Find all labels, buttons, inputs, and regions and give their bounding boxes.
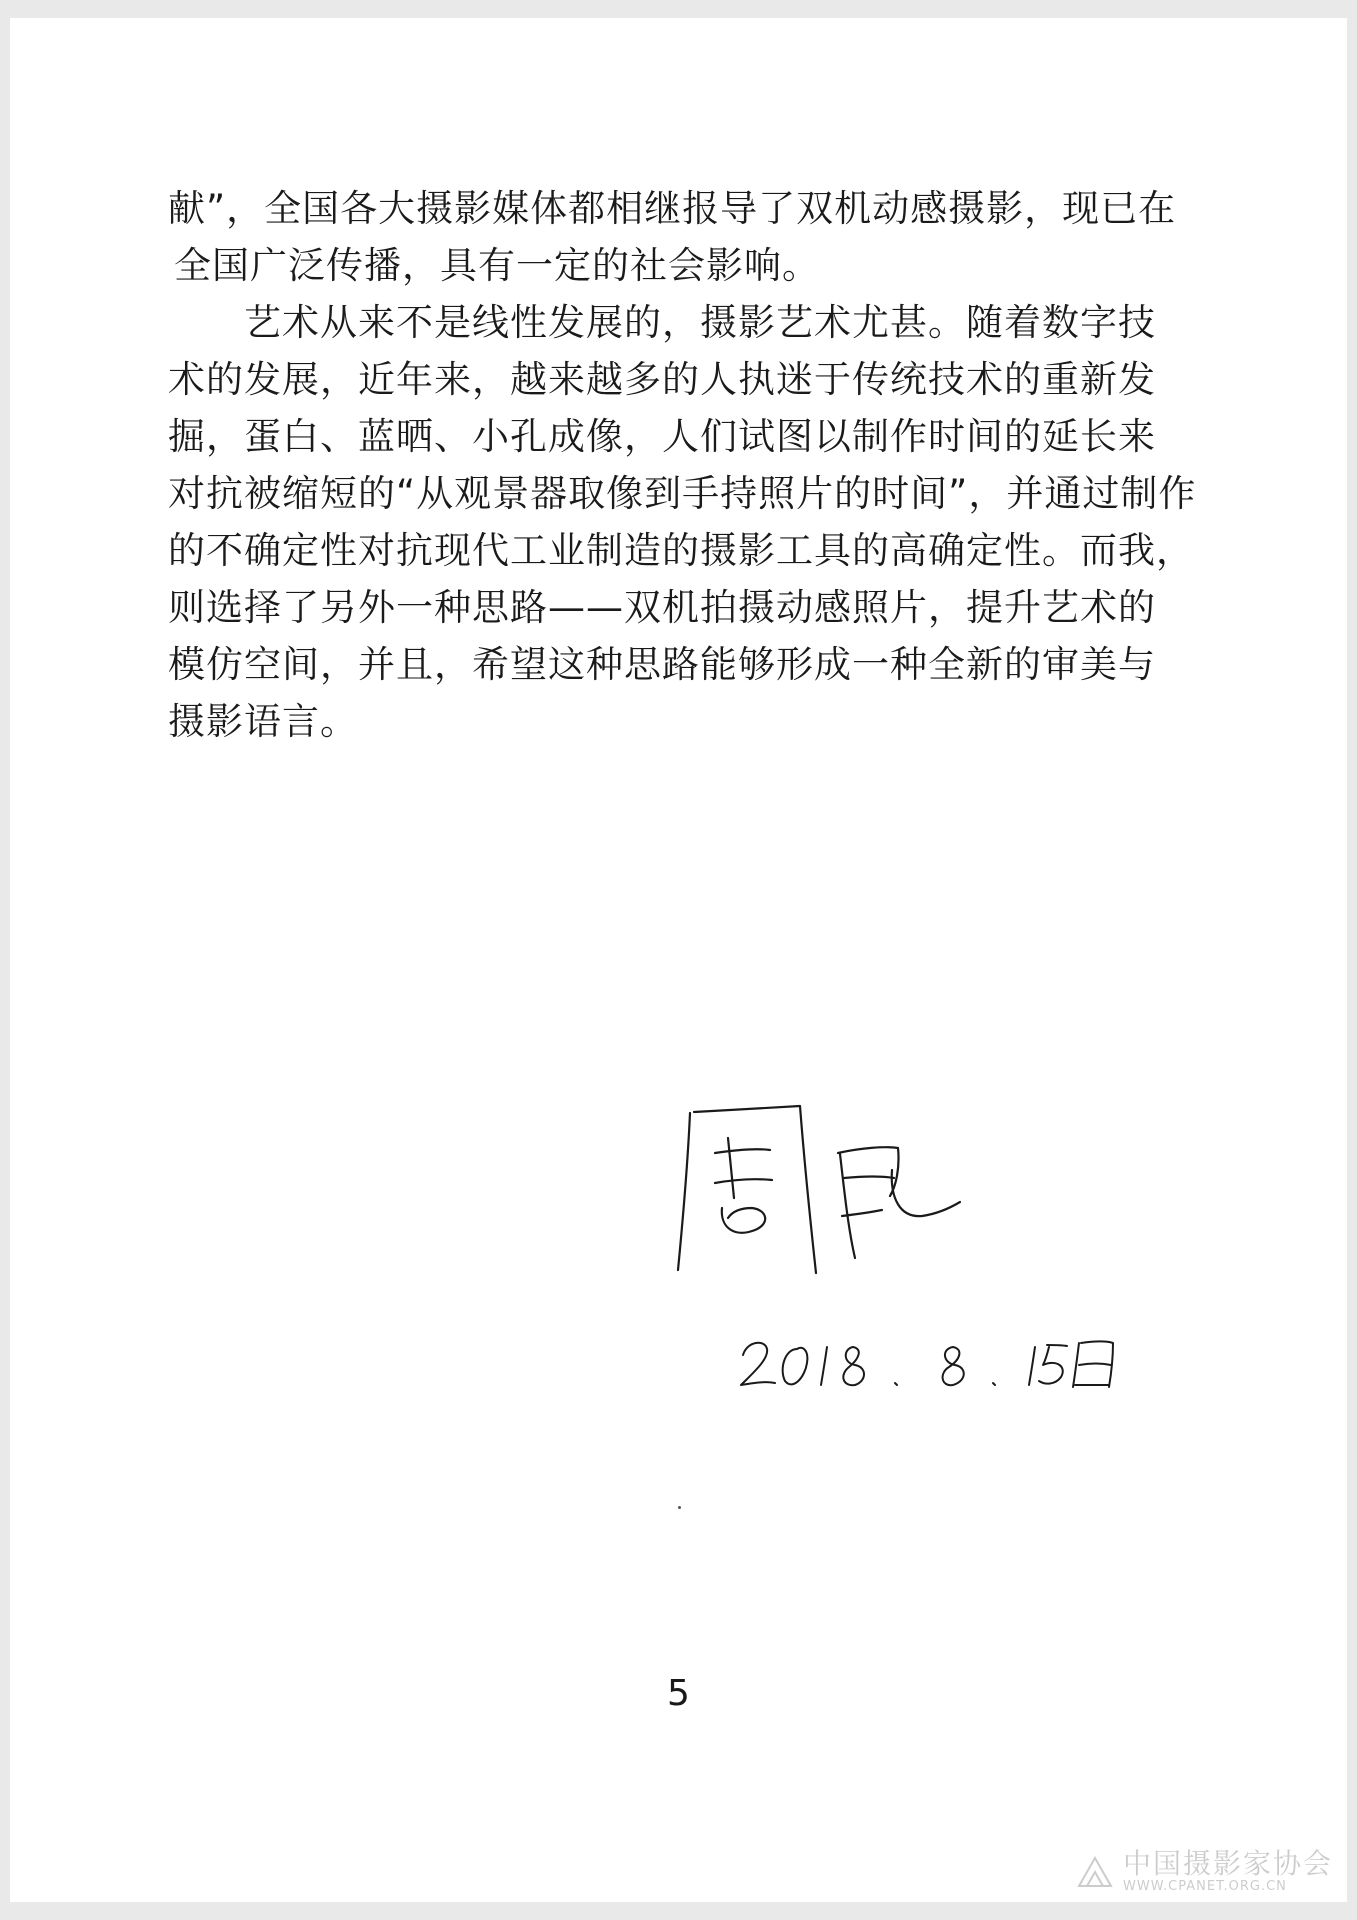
association-logo-icon xyxy=(1075,1852,1115,1892)
watermark-url: WWW.CPANET.ORG.CN xyxy=(1122,1879,1287,1894)
body-text xyxy=(168,180,1218,750)
text-line: 摄影语言。 xyxy=(168,700,358,743)
scan-speck xyxy=(678,1506,681,1509)
watermark xyxy=(1075,1849,1333,1894)
handwritten-signature xyxy=(660,1098,970,1278)
text-line: 模仿空间，并且，希望这种思路能够形成一种全新的审美与 xyxy=(168,643,1156,686)
text-line: 对抗被缩短的“从观景器取像到手持照片的时间”，并通过制作 xyxy=(168,472,1197,515)
handwritten-date xyxy=(735,1313,1135,1403)
text-line: 术的发展，近年来，越来越多的人执迷于传统技术的重新发 xyxy=(168,358,1156,401)
text-line: 全国广泛传播，具有一定的社会影响。 xyxy=(174,244,820,287)
text-line: 的不确定性对抗现代工业制造的摄影工具的高确定性。而我， xyxy=(168,529,1194,572)
text-line: 掘，蛋白、蓝晒、小孔成像，人们试图以制作时间的延长来 xyxy=(168,415,1156,458)
text-line: 则选择了另外一种思路——双机拍摄动感照片，提升艺术的 xyxy=(168,586,1156,629)
page-number: 5 xyxy=(667,1673,690,1714)
text-line: 艺术从来不是线性发展的，摄影艺术尤甚。随着数字技 xyxy=(244,301,1156,344)
document-page xyxy=(10,18,1347,1902)
watermark-name: 中国摄影家协会 xyxy=(1122,1847,1333,1880)
text-line: 献”，全国各大摄影媒体都相继报导了双机动感摄影，现已在 xyxy=(168,187,1177,230)
